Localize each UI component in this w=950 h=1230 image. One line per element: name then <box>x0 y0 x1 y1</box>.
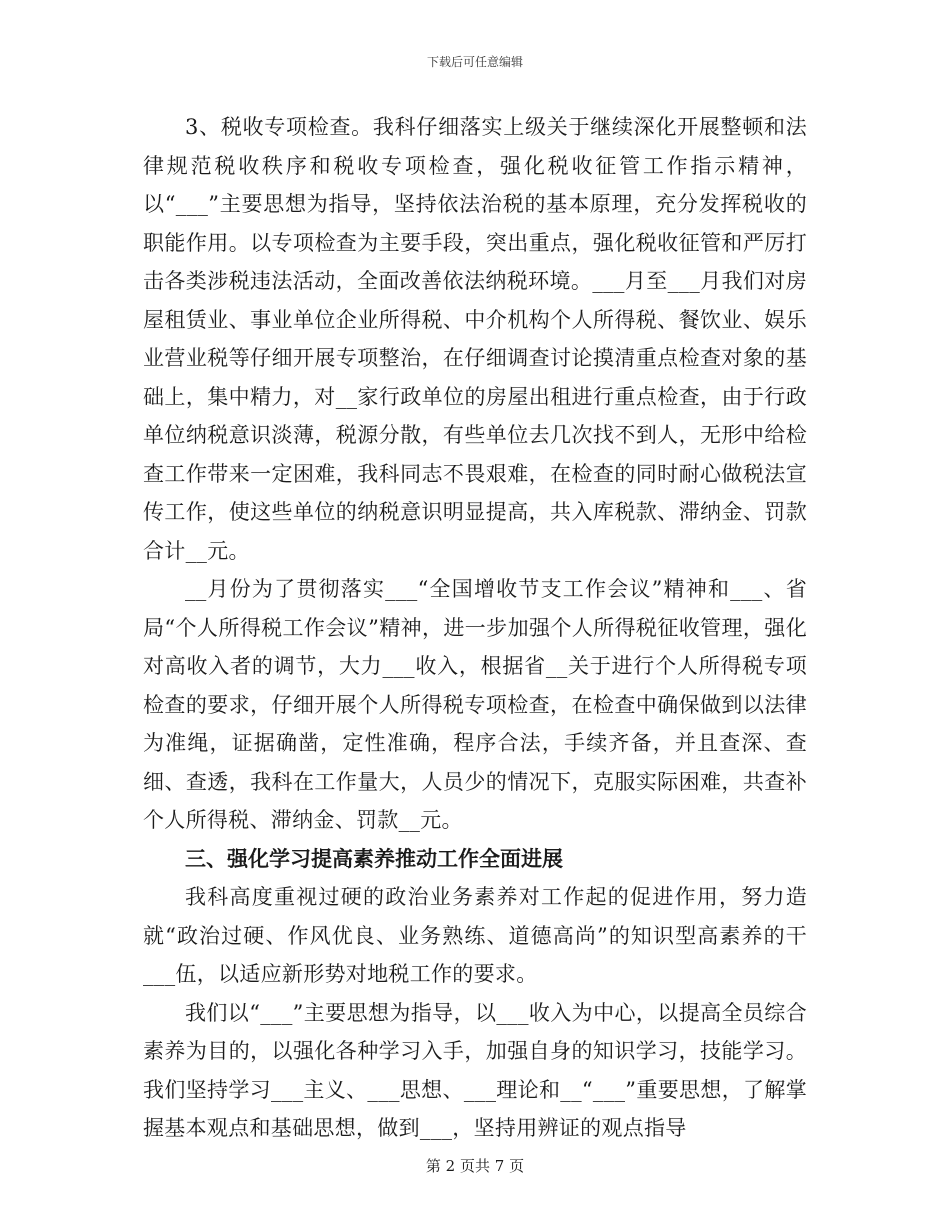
page-number-footer: 第 2 页共 7 页 <box>425 1157 525 1175</box>
document-body <box>143 108 807 1148</box>
paragraph-study-importance: 我科高度重视过硬的政治业务素养对工作起的促进作用，努力造就“政治过硬、作风优良、业务熟练、道德高尚”的知识型高素养的干___伍，以适应新形势对地税工作的要求。 <box>143 885 807 986</box>
paragraph-tax-special-inspection: 3、税收专项检查。我科仔细落实上级关于继续深化开展整顿和法律规范税收秩序和税收专项检查，强化税收征管工作指示精神，以“___”主要思想为指导，坚持依法治税的基本原理，充分发挥税收的职能作用。以专项检查为主要手段，突出重点，强化税收征管和严厉打击各类涉税违法活动，全面改善依法纳税环境。___月至___月我们对房屋租赁业、事业单位企业所得税、中介机构个人所得税、餐饮业、娱乐业营业税等仔细开展专项整治，在仔细调查讨论摸清重点检查对象的基础上，集中精力，对__家行政单位的房屋出租进行重点检查，由于行政单位纳税意识淡薄，税源分散，有些单位去几次找不到人，无形中给检查工作带来一定困难，我科同志不畏艰难，在检查的同时耐心做税法宣传工作，使这些单位的纳税意识明显提高，共入库税款、滞纳金、罚款合计__元。 <box>143 115 807 563</box>
paragraph-study-guidance: 我们以“___”主要思想为指导，以___收入为中心，以提高全员综合素养为目的，以强化各种学习入手，加强自身的知识学习，技能学习。我们坚持学习___主义、___思想、___理论和__“___”重要思想，了解掌握基本观点和基础思想，做到___，坚持用辨证的观点指导 <box>143 1000 807 1140</box>
paragraph-income-tax-inspection: __月份为了贯彻落实___“全国增收节支工作会议”精神和___、省局“个人所得税工作会议”精神，进一步加强个人所得税征收管理，强化对高收入者的调节，大力___收入，根据省__关于进行个人所得税专项检查的要求，仔细开展个人所得税专项检查，在检查中确保做到以法律为准绳，证据确凿，定性准确，程序合法，手续齐备，并且查深、查细、查透，我科在工作量大，人员少的情况下，克服实际困难，共查补个人所得税、滞纳金、罚款__元。 <box>143 577 807 832</box>
section-heading: 三、强化学习提高素养推动工作全面进展 <box>185 846 563 871</box>
header-note: 下载后可任意编辑 <box>426 55 523 69</box>
